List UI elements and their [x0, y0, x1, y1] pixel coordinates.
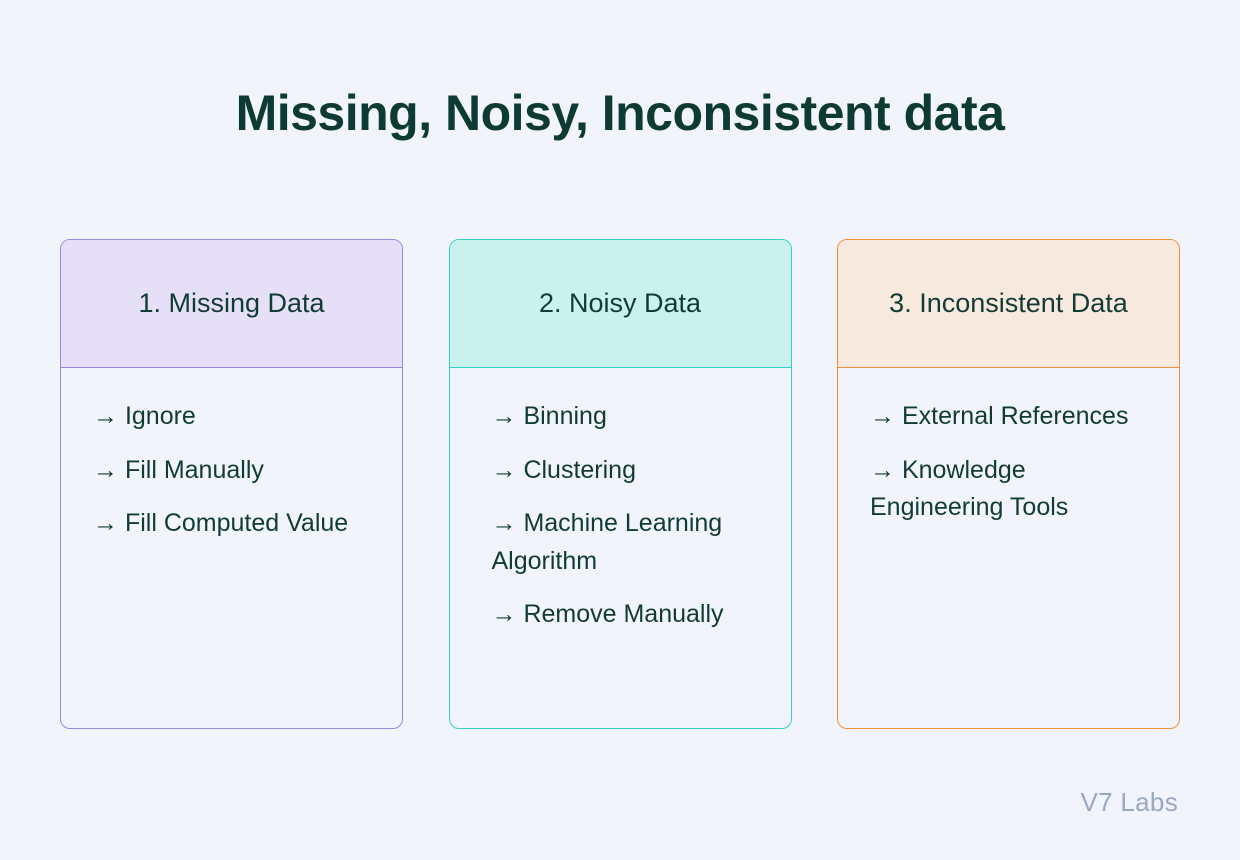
list-item: → Clustering [491, 455, 636, 484]
card-item-list [838, 368, 1179, 728]
list-item: → Fill Computed Value [93, 509, 349, 537]
list-item: → Binning [491, 402, 607, 430]
card-item-list [450, 368, 791, 728]
card-missing-data [60, 239, 403, 729]
card-heading: 1. Missing Data [61, 240, 402, 368]
card-noisy-data [449, 239, 792, 729]
list-item: → Machine Learning Algorithm [491, 509, 723, 575]
card-heading: 3. Inconsistent Data [838, 240, 1179, 368]
page-title: Missing, Noisy, Inconsistent data [235, 85, 1005, 141]
card-inconsistent-data [837, 239, 1180, 729]
list-item: → Ignore [93, 402, 196, 430]
list-item: → Knowledge Engineering Tools [870, 455, 1069, 521]
list-item: → External References [870, 402, 1129, 430]
card-item-list [61, 368, 402, 728]
list-item: → Fill Manually [93, 455, 264, 484]
brand-label: V7 Labs [1080, 787, 1178, 817]
list-item: → Remove Manually [491, 600, 724, 628]
card-heading: 2. Noisy Data [450, 240, 791, 368]
cards-row [60, 239, 1180, 729]
